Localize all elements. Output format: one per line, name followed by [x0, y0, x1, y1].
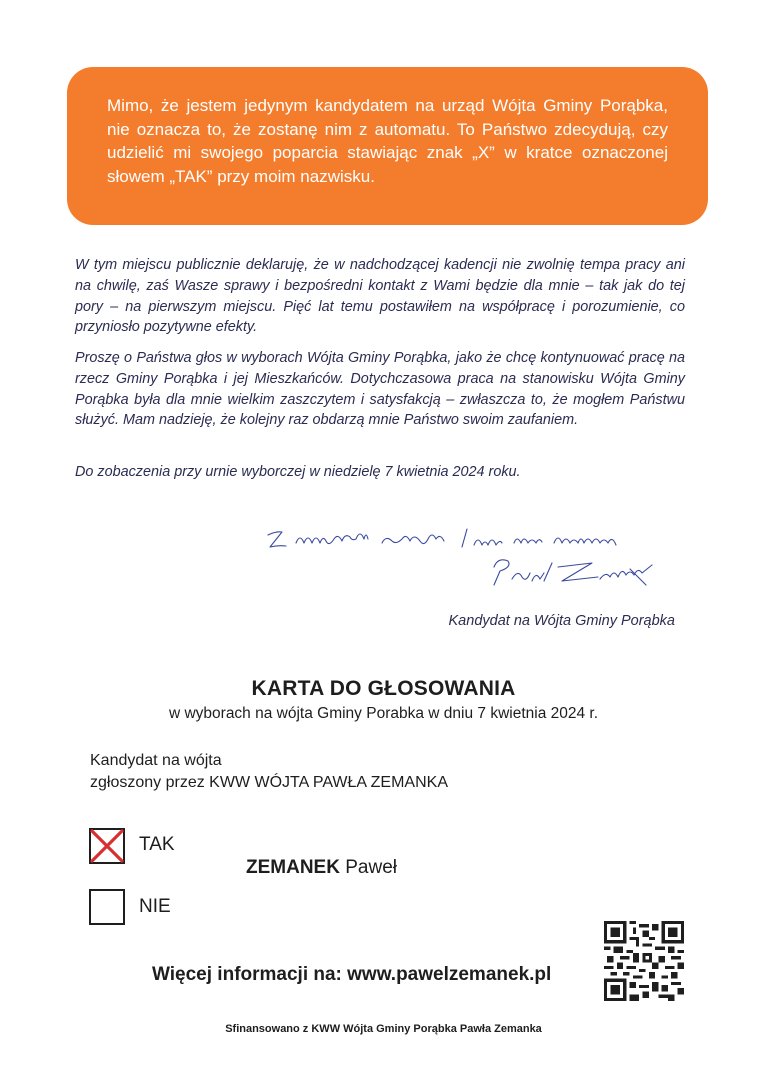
intro-box [67, 67, 708, 225]
candidate-line-1: Kandydat na wójta [90, 752, 222, 769]
ballot-title: KARTA DO GŁOSOWANIA [251, 677, 516, 700]
option-label-tak: TAK [139, 834, 175, 855]
candidate-role: Kandydat na Wójta Gminy Porąbka [448, 613, 675, 629]
qr-code-icon [604, 921, 684, 1001]
candidate-first-name: Paweł [345, 857, 397, 878]
candidate-surname: ZEMANEK [246, 857, 340, 878]
option-label-nie: NIE [139, 896, 171, 917]
intro-text: Mimo, że jestem jedynym kandydatem na urząd Wójta Gminy Porąbka, nie oznacza to, że zostanę nim z automatu. To Państwo zdecydują, czy udzielić mi swojego poparcia stawiając znak „X” w kratce oznaczonej słowem „TAK” przy moim nazwisku. [107, 96, 668, 186]
paragraph-declaration: W tym miejscu publicznie deklaruję, że w nadchodzącej kadencji nie zwolnię tempa pracy ani na chwilę, zaś Wasze sprawy i bezpośredni kontakt z Wami będzie dla mnie – tak jak do tej pory – na pierwszym miejscu. Pięć lat temu postawiłem na współpracę i porozumienie, co przyniosło pozytywne efekty. [75, 257, 685, 336]
ballot-subtitle: w wyborach na wójta Gminy Porabka w dniu 7 kwietnia 2024 r. [168, 705, 599, 722]
more-info-text: Więcej informacji na: www.pawelzemanek.pl [152, 964, 552, 985]
x-mark-icon [89, 828, 125, 864]
signature-image [262, 523, 682, 595]
checkbox-nie[interactable] [89, 889, 125, 925]
footer-note: Sfinansowano z KWW Wójta Gminy Porąbka Pawła Zemanka [225, 1023, 542, 1035]
checkbox-tak[interactable] [89, 828, 125, 864]
paragraph-closing: Do zobaczenia przy urnie wyborczej w niedzielę 7 kwietnia 2024 roku. [75, 464, 521, 480]
paragraph-request: Proszę o Państwa głos w wyborach Wójta Gminy Porąbka, jako że chcę kontynuować pracę na rzecz Gminy Porąbka i jej Mieszkańców. Dotychczasowa praca na stanowisku Wójta Gminy Porąbka była dla mnie wielkim zaszczytem i satysfakcją – zwłaszcza to, że mogłem Państwu służyć. Mam nadzieję, że kolejny raz obdarzą mnie Państwo swoim zaufaniem. [75, 350, 685, 429]
candidate-name [246, 857, 397, 879]
candidate-line-2: zgłoszony przez KWW WÓJTA PAWŁA ZEMANKA [90, 774, 448, 791]
